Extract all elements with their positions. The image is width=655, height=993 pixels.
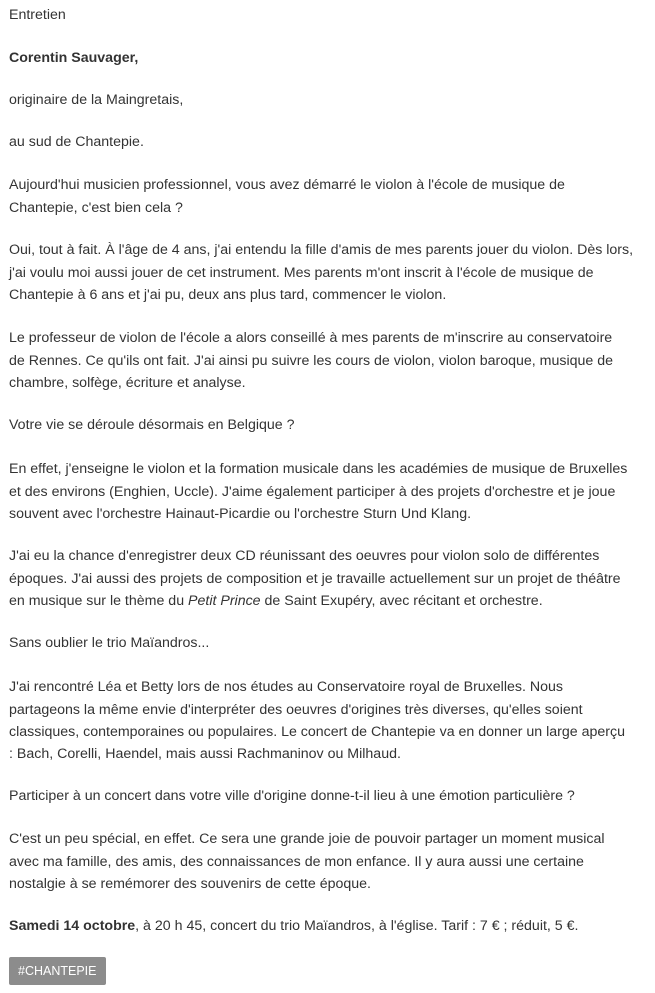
question-line: Votre vie se déroule désormais en Belgique ? bbox=[9, 417, 295, 433]
answer-line: j'ai voulu moi aussi jouer de cet instrument. Mes parents m'ont inscrit à l'école de musique de bbox=[9, 265, 594, 281]
answer-line: avec ma famille, des amis, des connaissances de mon enfance. Il y aura aussi une certaine bbox=[9, 854, 584, 870]
book-title: Petit Prince bbox=[188, 593, 261, 609]
answer-line: et des environs (Enghien, Uccle). J'aime également participer à des projets d'orchestre et je joue bbox=[9, 484, 616, 500]
answer-line: classiques, contemporaines ou populaires. Le concert de Chantepie va en donner un large aperçu bbox=[9, 724, 625, 740]
answer-line bbox=[9, 591, 543, 611]
event-info bbox=[9, 916, 578, 936]
event-details: , à 20 h 45, concert du trio Maïandros, à l'église. Tarif : 7 € ; réduit, 5 €. bbox=[135, 918, 579, 934]
answer-line: chambre, solfège, écriture et analyse. bbox=[9, 375, 246, 391]
answer-line: En effet, j'enseigne le violon et la formation musicale dans les académies de musique de Bruxelles bbox=[9, 461, 628, 477]
question-line: Chantepie, c'est bien cela ? bbox=[9, 200, 183, 216]
answer-line: Oui, tout à fait. À l'âge de 4 ans, j'ai entendu la fille d'amis de mes parents jouer du violon. Dès lors, bbox=[9, 242, 634, 258]
answer-line: J'ai rencontré Léa et Betty lors de nos études au Conservatoire royal de Bruxelles. Nous bbox=[9, 679, 563, 695]
event-date: Samedi 14 octobre bbox=[9, 918, 136, 934]
answer-line: époques. J'ai aussi des projets de composition et je travaille actuellement sur un projet de théâtre bbox=[9, 571, 621, 587]
interviewee-name: Corentin Sauvager, bbox=[9, 50, 139, 66]
section-label: Entretien bbox=[9, 7, 66, 23]
answer-line: partageons la même envie d'interpréter des oeuvres d'origines très diverses, qu'elles soient bbox=[9, 702, 583, 718]
answer-line: : Bach, Corelli, Haendel, mais aussi Rachmaninov ou Milhaud. bbox=[9, 746, 401, 762]
tag-chantepie-link[interactable]: #CHANTEPIE bbox=[9, 957, 106, 985]
question-line: Sans oublier le trio Maïandros... bbox=[9, 635, 210, 651]
intro-line: originaire de la Maingretais, bbox=[9, 92, 184, 108]
answer-line: C'est un peu spécial, en effet. Ce sera une grande joie de pouvoir partager un moment musical bbox=[9, 831, 605, 847]
answer-line: J'ai eu la chance d'enregistrer deux CD réunissant des oeuvres pour violon solo de différentes bbox=[9, 548, 600, 564]
intro-line: au sud de Chantepie. bbox=[9, 134, 144, 150]
answer-line: souvent avec l'orchestre Hainaut-Picardie ou l'orchestre Sturn Und Klang. bbox=[9, 506, 472, 522]
answer-text: en musique sur le thème du bbox=[9, 593, 189, 609]
question-line: Participer à un concert dans votre ville d'origine donne-t-il lieu à une émotion particulière ? bbox=[9, 788, 575, 804]
answer-line: nostalgie à se remémorer des souvenirs de cette époque. bbox=[9, 876, 371, 892]
answer-line: de Rennes. Ce qu'ils ont fait. J'ai ainsi pu suivre les cours de violon, violon baroque, musique de bbox=[9, 353, 614, 369]
question-line: Aujourd'hui musicien professionnel, vous avez démarré le violon à l'école de musique de bbox=[9, 177, 565, 193]
answer-line: Chantepie à 6 ans et j'ai pu, deux ans plus tard, commencer le violon. bbox=[9, 287, 447, 303]
answer-text: de Saint Exupéry, avec récitant et orchestre. bbox=[260, 593, 543, 609]
answer-line: Le professeur de violon de l'école a alors conseillé à mes parents de m'inscrire au conservatoire bbox=[9, 330, 613, 346]
